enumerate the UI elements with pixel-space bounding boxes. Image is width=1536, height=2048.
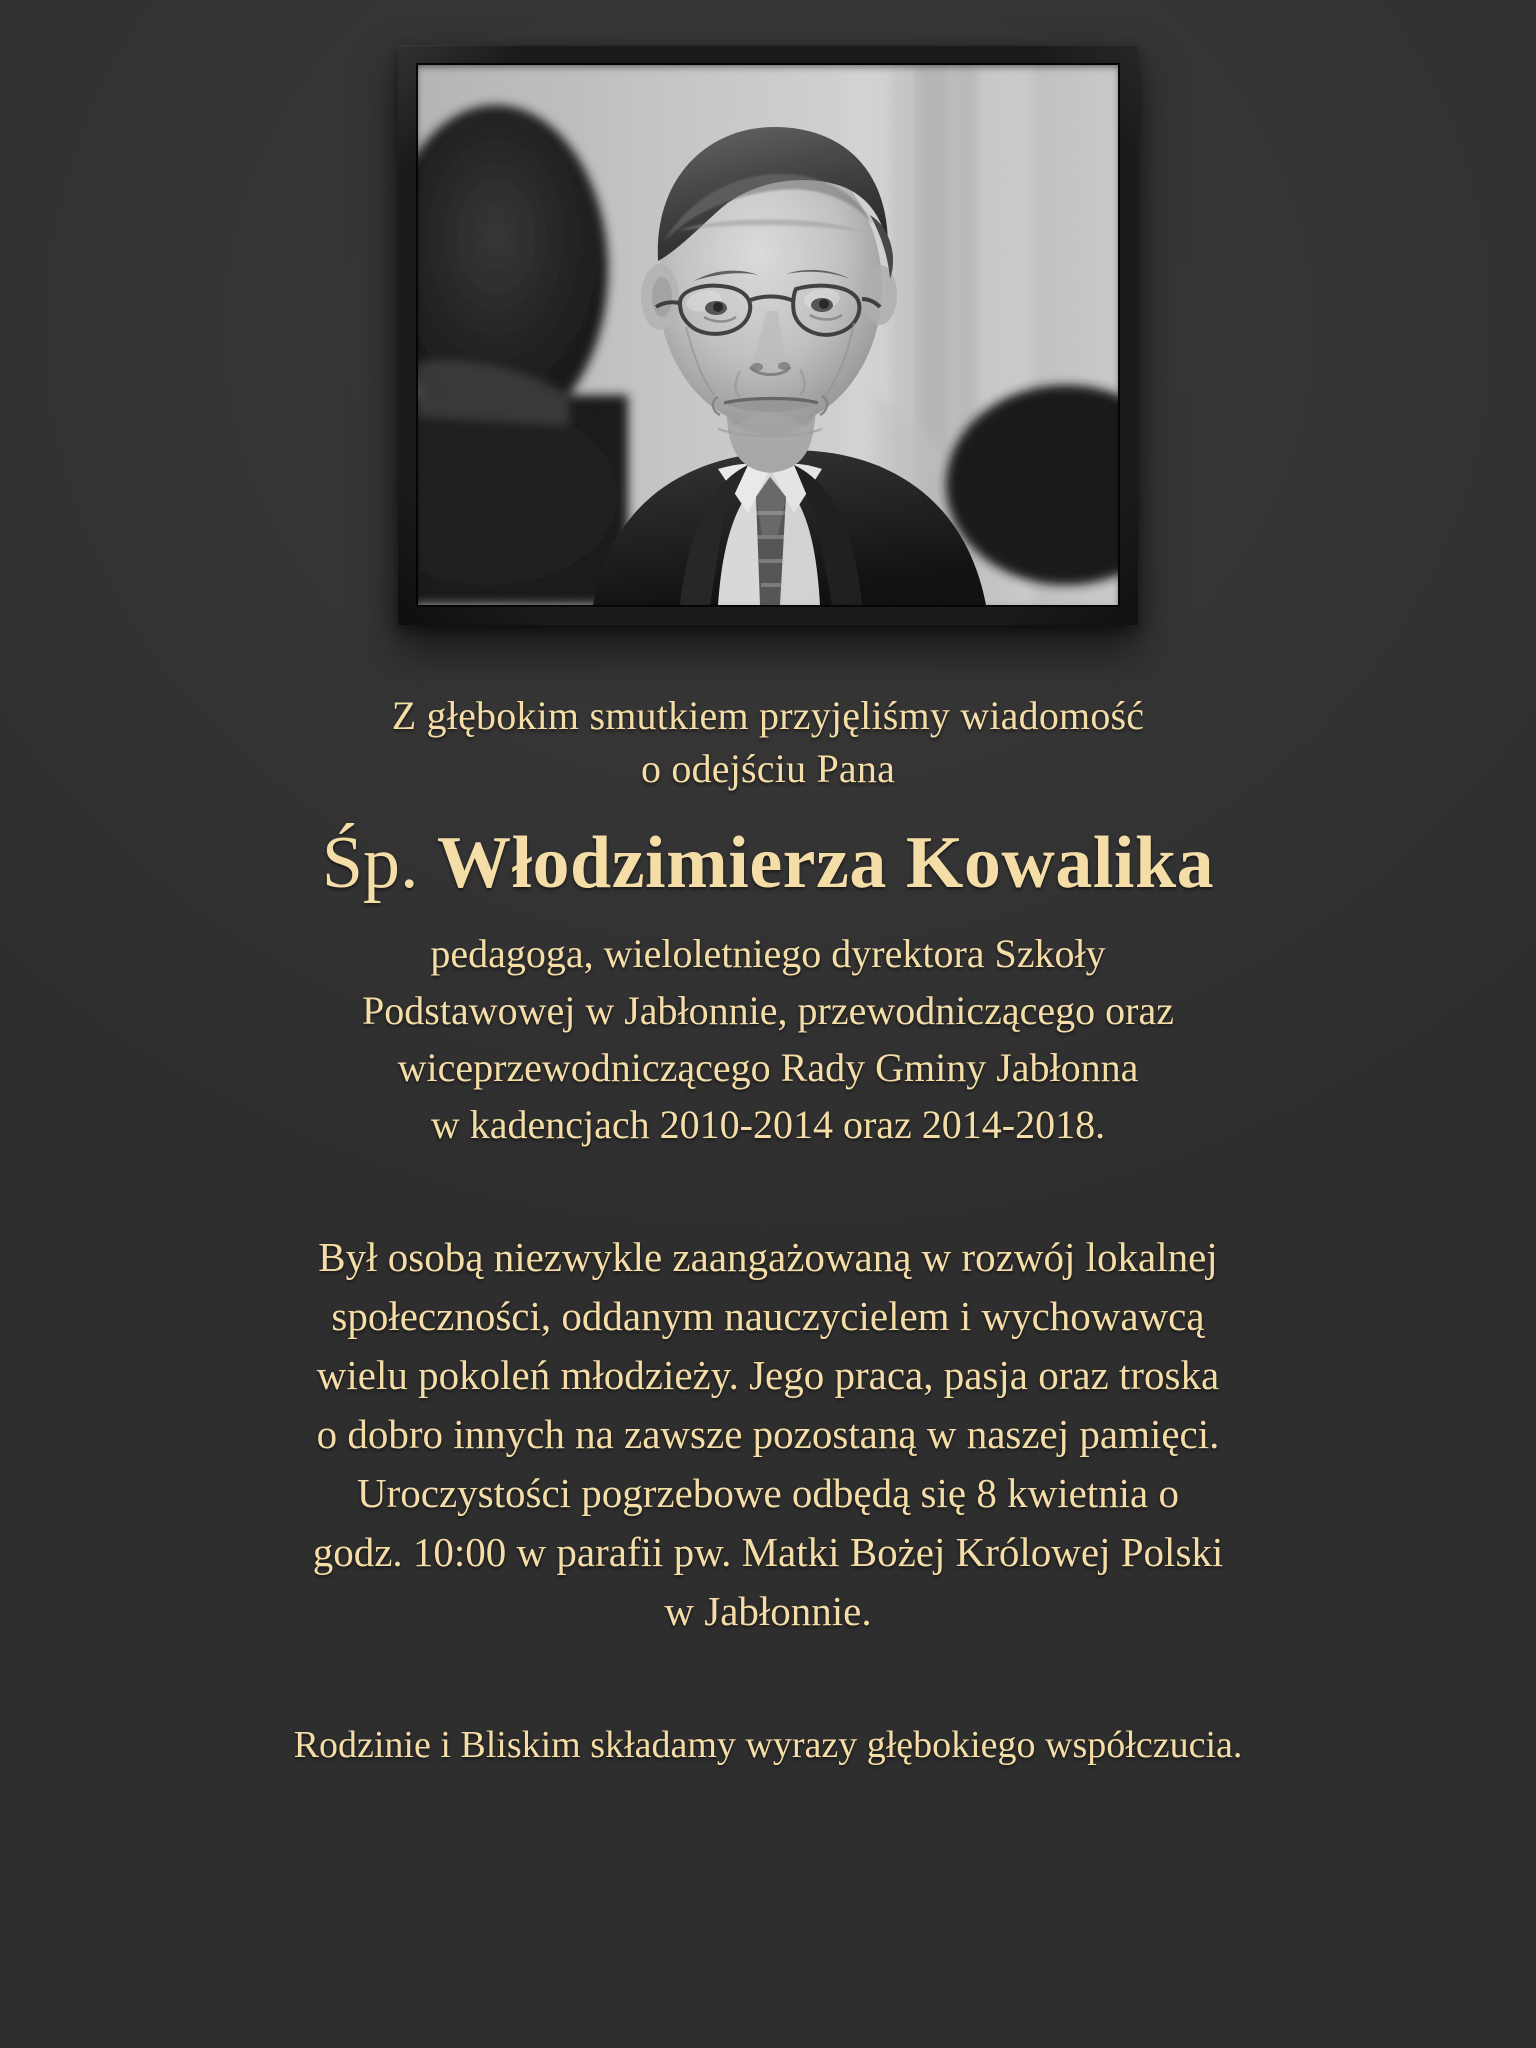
tribute-paragraph <box>128 1228 1408 1641</box>
portrait-photo <box>418 65 1118 605</box>
roles-line: w kadencjach 2010-2014 oraz 2014-2018. <box>430 1101 1106 1147</box>
tribute-line: społeczności, oddanym nauczycielem i wychowawcą <box>331 1292 1205 1339</box>
roles-line: Podstawowej w Jabłonnie, przewodniczącego oraz <box>362 988 1174 1034</box>
portrait-block <box>0 45 1536 625</box>
tribute-line: w Jabłonnie. <box>664 1587 872 1634</box>
tribute-line: wielu pokoleń młodzieży. Jego praca, pasja oraz troska <box>316 1351 1220 1398</box>
photo-frame <box>398 45 1138 625</box>
lede-paragraph <box>128 690 1408 796</box>
lede-line: o odejściu Pana <box>640 745 896 791</box>
roles-line: pedagoga, wieloletniego dyrektora Szkoły <box>430 931 1106 977</box>
tribute-line: Był osobą niezwykle zaangażowaną w rozwój lokalnej <box>318 1233 1218 1280</box>
condolence-paragraph <box>128 1719 1408 1772</box>
portrait-photo-image <box>418 65 1118 605</box>
condolence-line: Rodzinie i Bliskim składamy wyrazy głębokiego współczucia. <box>293 1723 1243 1766</box>
lede-line: Z głębokim smutkiem przyjęliśmy wiadomość <box>391 693 1145 738</box>
tribute-line: Uroczystości pogrzebowe odbędą się 8 kwietnia o <box>356 1469 1180 1516</box>
deceased-name <box>128 822 1408 905</box>
honorific: Śp. <box>321 821 419 904</box>
tribute-line: o dobro innych na zawsze pozostaną w naszej pamięci. <box>316 1410 1220 1457</box>
roles-line: wiceprzewodniczącego Rady Gminy Jabłonna <box>397 1045 1139 1091</box>
obituary-copy <box>128 690 1408 1772</box>
full-name: Włodzimierza Kowalika <box>437 821 1215 904</box>
tribute-line: godz. 10:00 w parafii pw. Matki Bożej Królowej Polski <box>312 1528 1224 1575</box>
roles-paragraph <box>128 926 1408 1153</box>
